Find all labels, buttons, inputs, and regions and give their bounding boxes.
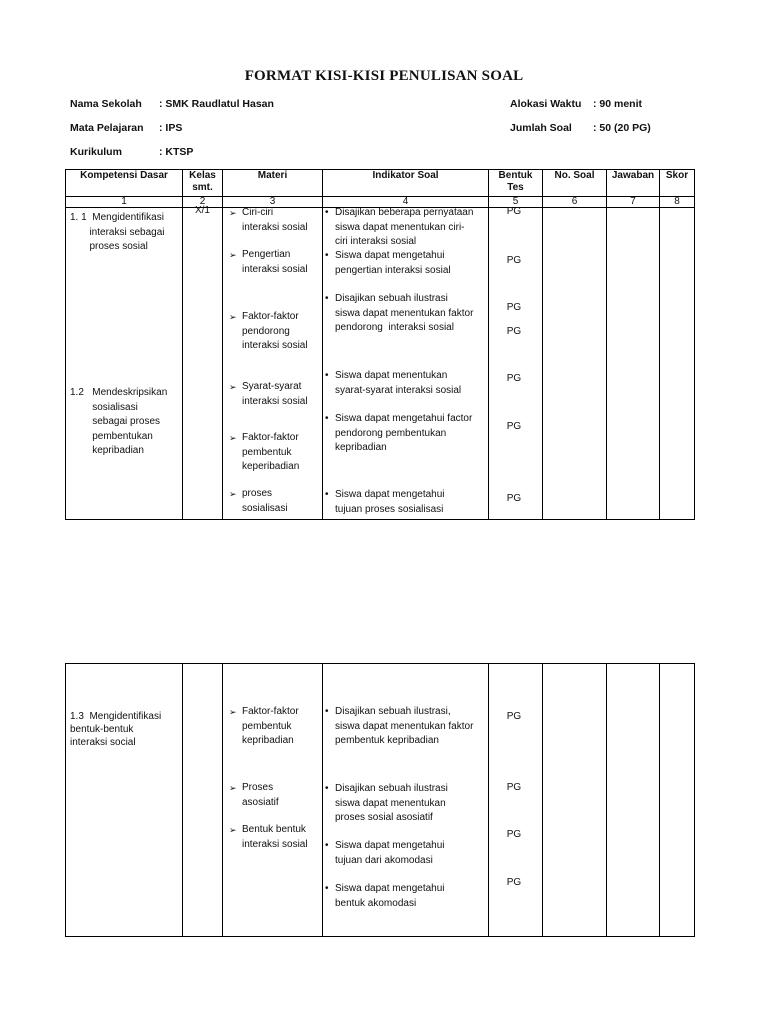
alokasi-waktu-label: Alokasi Waktu	[510, 98, 582, 110]
bentuk-tes-value: PG	[506, 711, 522, 722]
kelas-value: X/1	[194, 205, 210, 216]
indikator-item: • Siswa dapat mengetahui bentuk akomodasi	[335, 882, 445, 911]
column-number: 1	[121, 196, 127, 207]
materi-item: ➢ Faktor-faktor pendorong interaksi sosial	[242, 310, 308, 354]
bentuk-tes-value: PG	[506, 255, 522, 266]
mata-pelajaran-label: Mata Pelajaran	[70, 122, 144, 134]
jumlah-soal-label: Jumlah Soal	[510, 122, 572, 134]
column-number: 3	[269, 196, 276, 207]
bentuk-tes-value: PG	[506, 421, 522, 432]
column-number: 8	[674, 196, 680, 207]
header-indikator-soal: Indikator Soal	[372, 170, 439, 181]
indikator-item: • Disajikan beberapa pernyataan siswa dapat menentukan ciri- ciri interaksi sosial	[335, 206, 473, 250]
bentuk-tes-value: PG	[506, 206, 522, 217]
bentuk-tes-value: PG	[506, 782, 522, 793]
kurikulum-value: : KTSP	[159, 146, 194, 158]
header-bentuk-tes: Bentuk Tes	[498, 170, 533, 193]
bentuk-tes-value: PG	[506, 302, 522, 313]
materi-item: ➢ Proses asosiatif	[242, 781, 279, 810]
header-kelas: Kelas smt.	[189, 170, 216, 193]
jumlah-soal-value: : 50 (20 PG)	[593, 122, 651, 134]
alokasi-waktu-value: : 90 menit	[593, 98, 643, 110]
bentuk-tes-value: PG	[506, 493, 522, 504]
header-kompetensi-dasar: Kompetensi Dasar	[80, 170, 168, 181]
indikator-item: • Disajikan sebuah ilustrasi, siswa dapat menentukan faktor pembentuk kepribadian	[335, 705, 473, 749]
kurikulum-label: Kurikulum	[70, 146, 122, 158]
kompetensi-dasar-1-2: 1.2 Mendeskripsikan sosialisasi sebagai proses pembentukan kepribadian	[70, 387, 168, 456]
column-number: 5	[512, 196, 519, 207]
indikator-item: • Siswa dapat mengetahui tujuan proses sosialisasi	[335, 488, 445, 517]
bentuk-tes-value: PG	[506, 326, 522, 337]
bentuk-tes-value: PG	[506, 829, 522, 840]
materi-item: ➢ Ciri-ciri interaksi sosial	[242, 206, 308, 235]
materi-item: ➢ Bentuk bentuk interaksi sosial	[242, 823, 308, 852]
bentuk-tes-value: PG	[506, 373, 522, 384]
bentuk-tes-value: PG	[506, 877, 522, 888]
nama-sekolah-value: : SMK Raudlatul Hasan	[159, 98, 274, 110]
indikator-item: • Disajikan sebuah ilustrasi siswa dapat menentukan faktor pendorong interaksi sosial	[335, 292, 473, 336]
materi-item: ➢ Pengertian interaksi sosial	[242, 248, 308, 277]
header-materi: Materi	[257, 170, 288, 181]
indikator-item: • Siswa dapat mengetahui factor pendorong pembentukan kepribadian	[335, 412, 472, 456]
mata-pelajaran-value: : IPS	[159, 122, 183, 134]
materi-item: ➢ proses sosialisasi	[242, 487, 288, 516]
header-jawaban: Jawaban	[611, 170, 655, 181]
indikator-item: • Disajikan sebuah ilustrasi siswa dapat menentukan proses sosial asosiatif	[335, 782, 448, 826]
nama-sekolah-label: Nama Sekolah	[70, 98, 142, 110]
indikator-item: • Siswa dapat mengetahui pengertian interaksi sosial	[335, 249, 451, 278]
materi-item: ➢ Syarat-syarat interaksi sosial	[242, 380, 308, 409]
materi-item: ➢ Faktor-faktor pembentuk kepribadian	[242, 705, 299, 749]
indikator-item: • Siswa dapat menentukan syarat-syarat interaksi sosial	[335, 369, 461, 398]
header-no-soal: No. Soal	[554, 170, 595, 181]
indikator-item: • Siswa dapat mengetahui tujuan dari akomodasi	[335, 839, 445, 868]
document-title: FORMAT KISI-KISI PENULISAN SOAL	[244, 68, 524, 84]
column-number: 2	[199, 196, 206, 207]
header-skor: Skor	[665, 170, 689, 181]
kompetensi-dasar-1-1: 1. 1 Mengidentifikasi interaksi sebagai proses sosial	[70, 212, 165, 252]
column-number: 7	[630, 196, 636, 207]
column-number: 4	[402, 196, 409, 207]
materi-item: ➢ Faktor-faktor pembentuk keperibadian	[242, 431, 299, 475]
kompetensi-dasar-1-3: 1.3 Mengidentifikasi bentuk-bentuk interaksi social	[70, 711, 162, 748]
column-number: 6	[571, 196, 578, 207]
